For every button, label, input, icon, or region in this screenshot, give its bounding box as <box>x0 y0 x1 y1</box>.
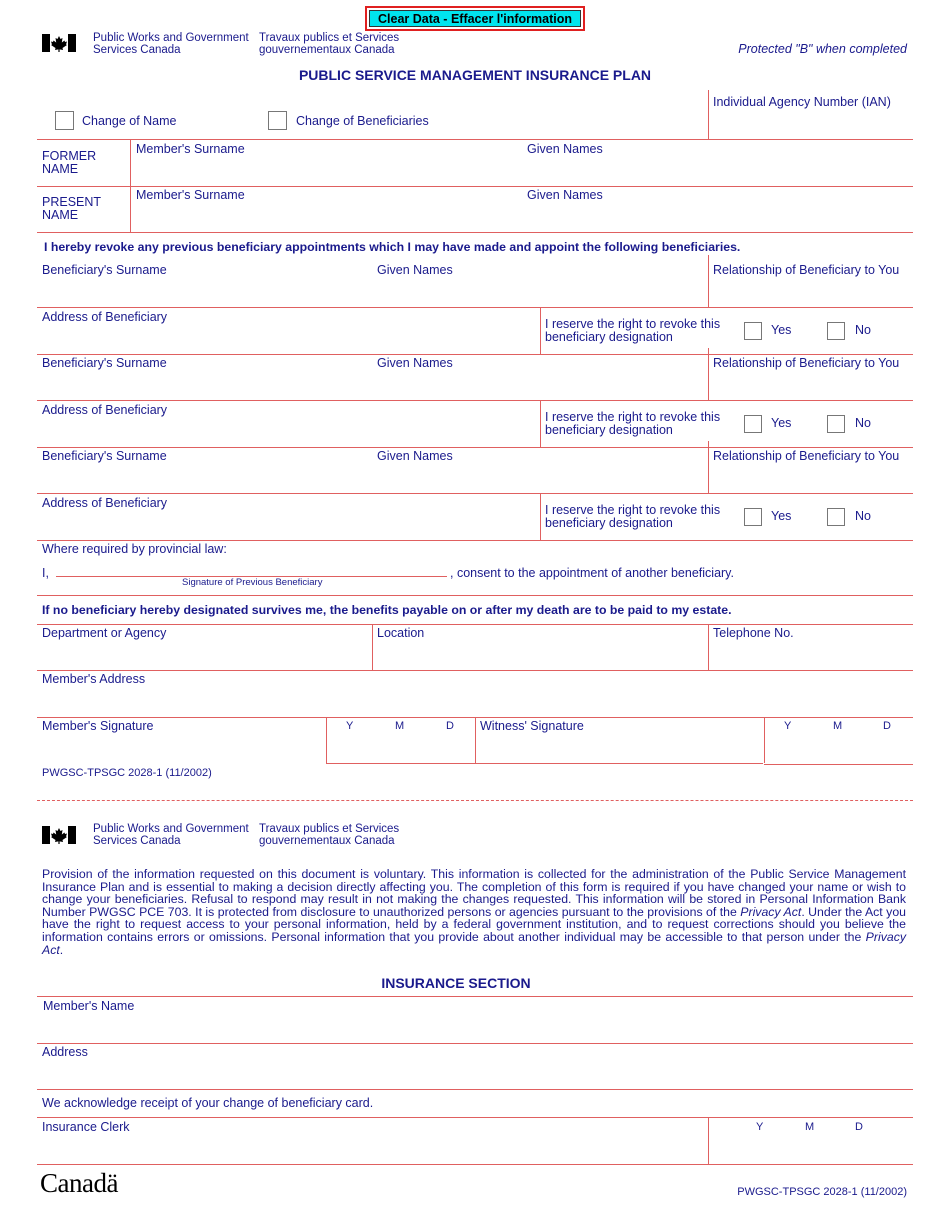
present-member-surname-label: Member's Surname <box>136 188 245 202</box>
clerk-date-input[interactable] <box>709 1136 912 1162</box>
revoke-statement: I hereby revoke any previous beneficiary appointments which I may have made and appoint the following beneficiaries. <box>44 240 741 254</box>
members-name-label: Member's Name <box>43 999 135 1013</box>
consent-text: , consent to the appointment of another beneficiary. <box>450 566 734 580</box>
location-label: Location <box>377 626 425 640</box>
present-surname-input[interactable] <box>131 204 521 231</box>
member-sign-year-label: Y <box>346 720 354 732</box>
member-sign-month-label: M <box>395 720 405 732</box>
beneficiary-2-surname-input[interactable] <box>38 372 371 398</box>
privacy-act-ref-2: Privacy Act <box>42 929 906 957</box>
insurance-clerk-label: Insurance Clerk <box>42 1120 130 1134</box>
member-signature-label: Member's Signature <box>42 719 154 733</box>
form-number-bottom: PWGSC-TPSGC 2028-1 (11/2002) <box>737 1186 907 1198</box>
change-of-name-checkbox[interactable] <box>55 111 74 130</box>
beneficiary-1-surname-input[interactable] <box>38 279 371 305</box>
signature-previous-beneficiary-label: Signature of Previous Beneficiary <box>182 577 323 588</box>
beneficiary-1-no-checkbox[interactable] <box>827 322 845 340</box>
telephone-input[interactable] <box>709 642 912 668</box>
provincial-law-label: Where required by provincial law: <box>42 542 227 556</box>
beneficiary-1-address-input[interactable] <box>38 326 538 352</box>
acknowledge-text: We acknowledge receipt of your change of beneficiary card. <box>42 1096 374 1110</box>
clear-data-label: Clear Data - Effacer l'information <box>369 10 581 27</box>
change-of-beneficiaries-label: Change of Beneficiaries <box>296 114 429 128</box>
present-line-2: NAME <box>42 208 79 222</box>
beneficiary-1-reserve-line-1: I reserve the right to revoke this <box>545 317 721 331</box>
member-address-label: Member's Address <box>42 672 146 686</box>
beneficiary-1-relationship-label: Relationship of Beneficiary to You <box>713 263 900 277</box>
dept-fr-line-1: Travaux publics et Services <box>259 32 400 44</box>
department-name-en-2 <box>93 824 249 847</box>
beneficiary-3-address-input[interactable] <box>38 512 538 538</box>
page-title: PUBLIC SERVICE MANAGEMENT INSURANCE PLAN <box>298 67 652 83</box>
witness-sign-year-label: Y <box>784 720 792 732</box>
dept-en-line-1: Public Works and Government <box>93 32 249 44</box>
privacy-notice <box>42 868 906 956</box>
beneficiary-3-relationship-input[interactable] <box>709 465 912 491</box>
witness-signature-input[interactable] <box>476 735 763 761</box>
insurance-clerk-input[interactable] <box>38 1136 707 1162</box>
member-signature-input[interactable] <box>38 735 325 761</box>
department-name-en <box>93 33 249 56</box>
clerk-day-label: D <box>855 1121 863 1133</box>
dept-en-line-2: Services Canada <box>93 43 181 56</box>
beneficiary-1-address-label: Address of Beneficiary <box>42 310 168 324</box>
beneficiary-1-given-names-input[interactable] <box>372 279 707 305</box>
beneficiary-2-yes-label: Yes <box>771 416 792 430</box>
beneficiary-3-no-label: No <box>855 509 871 523</box>
members-name-input[interactable] <box>38 1015 912 1041</box>
beneficiary-2-surname-label: Beneficiary's Surname <box>42 356 167 370</box>
beneficiary-3-given-names-label: Given Names <box>377 449 453 463</box>
beneficiary-1-yes-checkbox[interactable] <box>744 322 762 340</box>
beneficiary-1-yes-label: Yes <box>771 323 792 337</box>
estate-statement: If no beneficiary hereby designated survives me, the benefits payable on or after my death are to be paid to my estate. <box>42 603 732 617</box>
beneficiary-1-reserve-line-2: beneficiary designation <box>545 329 673 344</box>
beneficiary-3-address-label: Address of Beneficiary <box>42 496 168 510</box>
witness-signature-label: Witness' Signature <box>480 719 584 733</box>
clerk-month-label: M <box>805 1121 815 1133</box>
present-given-names-label: Given Names <box>527 188 603 202</box>
clerk-year-label: Y <box>756 1121 764 1133</box>
former-line-2: NAME <box>42 162 79 176</box>
privacy-text-b: . Under the Act you have the right to request access to your personal information, held by a federal government institution, and to request corrections should you believe the information contains errors or omissions. Personal information that you provide about another individual may be accessible to that person under the <box>42 904 906 944</box>
insurance-section-title: INSURANCE SECTION <box>381 975 531 991</box>
beneficiary-1-surname-label: Beneficiary's Surname <box>42 263 167 277</box>
former-member-surname-label: Member's Surname <box>136 142 245 156</box>
dept-fr-2-line-2: gouvernementaux Canada <box>259 834 395 847</box>
beneficiary-2-relationship-input[interactable] <box>709 372 912 398</box>
beneficiary-2-reserve-line-1: I reserve the right to revoke this <box>545 410 721 424</box>
clear-data-button[interactable] <box>365 6 585 31</box>
beneficiary-2-address-input[interactable] <box>38 419 538 445</box>
member-address-input[interactable] <box>38 688 912 715</box>
privacy-period: . <box>59 942 64 957</box>
former-line-1: FORMER <box>42 149 97 163</box>
beneficiary-3-no-checkbox[interactable] <box>827 508 845 526</box>
former-name-label <box>42 150 96 176</box>
canada-wordmark: Canadä <box>40 1168 118 1198</box>
beneficiary-2-given-names-label: Given Names <box>377 356 453 370</box>
beneficiary-2-reserve-line-2: beneficiary designation <box>545 422 673 437</box>
change-of-beneficiaries-checkbox[interactable] <box>268 111 287 130</box>
ian-label: Individual Agency Number (IAN) <box>713 95 891 109</box>
member-sign-day-label: D <box>446 720 454 732</box>
present-given-names-input[interactable] <box>522 204 912 231</box>
privacy-text-a: Provision of the information requested on this document is voluntary. This information is collected for the administration of the Public Service Management Insurance Plan and is essential to making a decision directly affecting you. The completion of this form is required if you have changed your name or wish to change your beneficiaries. Refusal to respond may result in not making the changes requested. This information will be stored in Personal Information Bank Number PWGSC PCE 703. It is protected from disclosure to unauthorized persons or agencies pursuant to the provisions of the <box>42 867 906 919</box>
beneficiary-3-yes-checkbox[interactable] <box>744 508 762 526</box>
department-name-fr <box>259 33 399 56</box>
beneficiary-3-yes-label: Yes <box>771 509 792 523</box>
present-name-label <box>42 196 101 222</box>
i-label: I, <box>42 566 49 580</box>
member-sign-date-input[interactable] <box>327 735 474 761</box>
beneficiary-1-given-names-label: Given Names <box>377 263 453 277</box>
beneficiary-3-reserve-line-1: I reserve the right to revoke this <box>545 503 721 517</box>
beneficiary-2-relationship-label: Relationship of Beneficiary to You <box>713 356 900 370</box>
canada-flag-icon <box>42 34 76 52</box>
ian-input[interactable] <box>709 112 912 138</box>
canada-flag-icon-2 <box>42 826 76 844</box>
telephone-label: Telephone No. <box>713 626 794 640</box>
location-input[interactable] <box>373 642 707 668</box>
dept-fr-2-line-1: Travaux publics et Services <box>259 823 400 835</box>
protected-notice: Protected "B" when completed <box>738 42 907 56</box>
previous-beneficiary-signature-input[interactable] <box>56 560 447 576</box>
form-number-top: PWGSC-TPSGC 2028-1 (11/2002) <box>42 767 212 779</box>
dept-fr-line-2: gouvernementaux Canada <box>259 43 395 56</box>
address-input[interactable] <box>38 1061 912 1087</box>
department-agency-label: Department or Agency <box>42 626 167 640</box>
beneficiary-2-reserve-label <box>545 411 720 436</box>
beneficiary-3-relationship-label: Relationship of Beneficiary to You <box>713 449 900 463</box>
department-name-fr-2 <box>259 824 399 847</box>
witness-sign-date-input[interactable] <box>765 735 912 761</box>
beneficiary-1-reserve-label <box>545 318 720 343</box>
former-given-names-input[interactable] <box>522 158 912 185</box>
beneficiary-2-yes-checkbox[interactable] <box>744 415 762 433</box>
change-of-name-label: Change of Name <box>82 114 177 128</box>
beneficiary-2-no-label: No <box>855 416 871 430</box>
beneficiary-1-relationship-input[interactable] <box>709 279 912 305</box>
beneficiary-3-reserve-label <box>545 504 720 529</box>
former-surname-input[interactable] <box>131 158 521 185</box>
dept-en-2-line-2: Services Canada <box>93 834 181 847</box>
beneficiary-3-surname-label: Beneficiary's Surname <box>42 449 167 463</box>
witness-sign-day-label: D <box>883 720 891 732</box>
address-label: Address <box>42 1045 88 1059</box>
beneficiary-2-given-names-input[interactable] <box>372 372 707 398</box>
beneficiary-2-address-label: Address of Beneficiary <box>42 403 168 417</box>
beneficiary-1-no-label: No <box>855 323 871 337</box>
beneficiary-2-no-checkbox[interactable] <box>827 415 845 433</box>
present-line-1: PRESENT <box>42 195 102 209</box>
witness-sign-month-label: M <box>833 720 843 732</box>
former-given-names-label: Given Names <box>527 142 603 156</box>
beneficiary-3-surname-input[interactable] <box>38 465 371 491</box>
beneficiary-3-given-names-input[interactable] <box>372 465 707 491</box>
dept-en-2-line-1: Public Works and Government <box>93 823 249 835</box>
department-agency-input[interactable] <box>38 642 371 668</box>
privacy-act-ref-1: Privacy Act <box>740 904 802 919</box>
beneficiary-3-reserve-line-2: beneficiary designation <box>545 515 673 530</box>
